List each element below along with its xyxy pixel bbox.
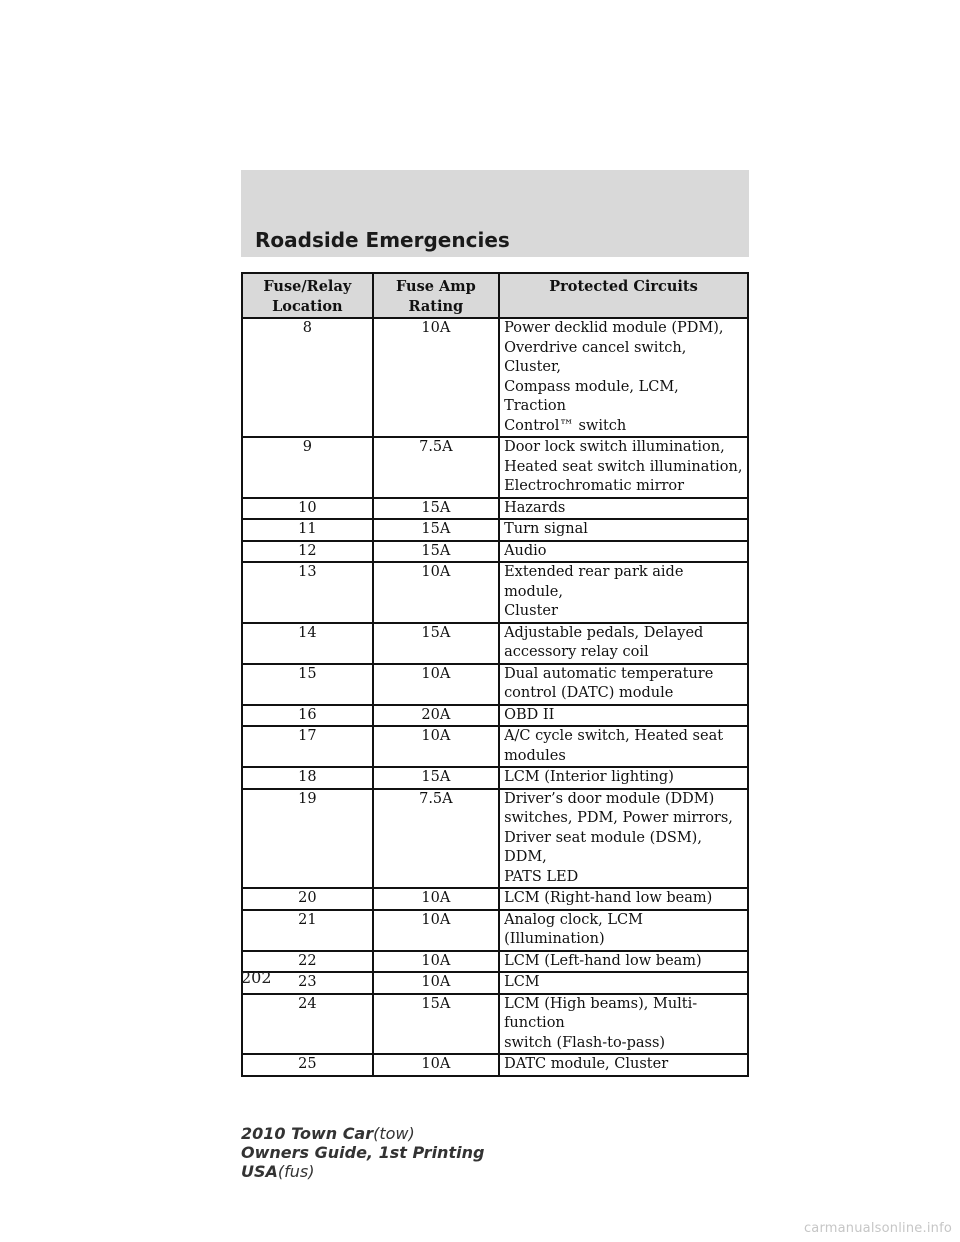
footer-line-model [241, 1124, 484, 1143]
cell-location: 9 [242, 437, 373, 498]
cell-circuits: LCM (Left-hand low beam) [499, 951, 748, 973]
footer-model-code: (tow) [373, 1124, 415, 1143]
cell-circuits: OBD II [499, 705, 748, 727]
cell-rating: 10A [373, 562, 499, 623]
table-row [242, 705, 748, 727]
cell-location: 23 [242, 972, 373, 994]
footer-line-printing [241, 1143, 484, 1162]
table-row [242, 498, 748, 520]
footer-line-market [241, 1162, 484, 1181]
table-header-row [242, 273, 748, 318]
cell-rating: 20A [373, 705, 499, 727]
page-number: 202 [241, 968, 272, 987]
cell-location: 16 [242, 705, 373, 727]
table-row [242, 1054, 748, 1076]
footer-market: USA [241, 1162, 278, 1181]
footer-market-code: (fus) [277, 1162, 315, 1181]
column-header-circuits: Protected Circuits [499, 273, 748, 318]
cell-location: 19 [242, 789, 373, 889]
cell-rating: 10A [373, 910, 499, 951]
footer-model: 2010 Town Car [241, 1124, 374, 1143]
cell-location: 10 [242, 498, 373, 520]
cell-location: 8 [242, 318, 373, 437]
cell-circuits: Dual automatic temperature control (DATC) module [499, 664, 748, 705]
cell-circuits: LCM [499, 972, 748, 994]
cell-circuits: Analog clock, LCM (Illumination) [499, 910, 748, 951]
cell-circuits: Power decklid module (PDM), Overdrive cancel switch, Cluster, Compass module, LCM, Traction Control™ switch [499, 318, 748, 437]
cell-location: 24 [242, 994, 373, 1055]
cell-location: 17 [242, 726, 373, 767]
cell-location: 15 [242, 664, 373, 705]
cell-rating: 7.5A [373, 437, 499, 498]
fuse-table [241, 272, 749, 1077]
cell-rating: 15A [373, 541, 499, 563]
table-row [242, 519, 748, 541]
table-row [242, 541, 748, 563]
cell-location: 20 [242, 888, 373, 910]
cell-location: 14 [242, 623, 373, 664]
cell-location: 11 [242, 519, 373, 541]
print-footer [241, 1124, 484, 1181]
table-row [242, 789, 748, 889]
cell-rating: 10A [373, 972, 499, 994]
table-row [242, 972, 748, 994]
cell-location: 18 [242, 767, 373, 789]
cell-circuits: Audio [499, 541, 748, 563]
cell-circuits: LCM (Right-hand low beam) [499, 888, 748, 910]
cell-rating: 15A [373, 498, 499, 520]
table-row [242, 664, 748, 705]
table-row [242, 562, 748, 623]
table-row [242, 951, 748, 973]
column-header-rating: Fuse Amp Rating [373, 273, 499, 318]
cell-circuits: Hazards [499, 498, 748, 520]
cell-rating: 15A [373, 994, 499, 1055]
column-header-location: Fuse/Relay Location [242, 273, 373, 318]
cell-rating: 10A [373, 951, 499, 973]
cell-rating: 15A [373, 623, 499, 664]
table-row [242, 318, 748, 437]
cell-circuits: DATC module, Cluster [499, 1054, 748, 1076]
cell-location: 12 [242, 541, 373, 563]
cell-circuits: Door lock switch illumination, Heated seat switch illumination, Electrochromatic mirror [499, 437, 748, 498]
cell-rating: 10A [373, 664, 499, 705]
cell-location: 22 [242, 951, 373, 973]
cell-rating: 7.5A [373, 789, 499, 889]
table-row [242, 623, 748, 664]
cell-location: 13 [242, 562, 373, 623]
table-row [242, 767, 748, 789]
cell-rating: 15A [373, 767, 499, 789]
cell-location: 25 [242, 1054, 373, 1076]
cell-circuits: LCM (Interior lighting) [499, 767, 748, 789]
table-row [242, 888, 748, 910]
cell-rating: 10A [373, 888, 499, 910]
table-row [242, 437, 748, 498]
cell-circuits: Driver’s door module (DDM) switches, PDM, Power mirrors, Driver seat module (DSM), DDM, PATS LED [499, 789, 748, 889]
table-row [242, 910, 748, 951]
watermark: carmanualsonline.info [803, 1221, 952, 1236]
table-row [242, 994, 748, 1055]
table-row [242, 726, 748, 767]
cell-rating: 15A [373, 519, 499, 541]
footer-printing: Owners Guide, 1st Printing [241, 1143, 485, 1162]
cell-circuits: A/C cycle switch, Heated seat modules [499, 726, 748, 767]
cell-rating: 10A [373, 318, 499, 437]
cell-circuits: Adjustable pedals, Delayed accessory relay coil [499, 623, 748, 664]
cell-circuits: Turn signal [499, 519, 748, 541]
cell-location: 21 [242, 910, 373, 951]
cell-rating: 10A [373, 726, 499, 767]
table-body [242, 318, 748, 1076]
cell-circuits: LCM (High beams), Multi-function switch (Flash-to-pass) [499, 994, 748, 1055]
cell-rating: 10A [373, 1054, 499, 1076]
section-title: Roadside Emergencies [255, 228, 510, 252]
cell-circuits: Extended rear park aide module, Cluster [499, 562, 748, 623]
